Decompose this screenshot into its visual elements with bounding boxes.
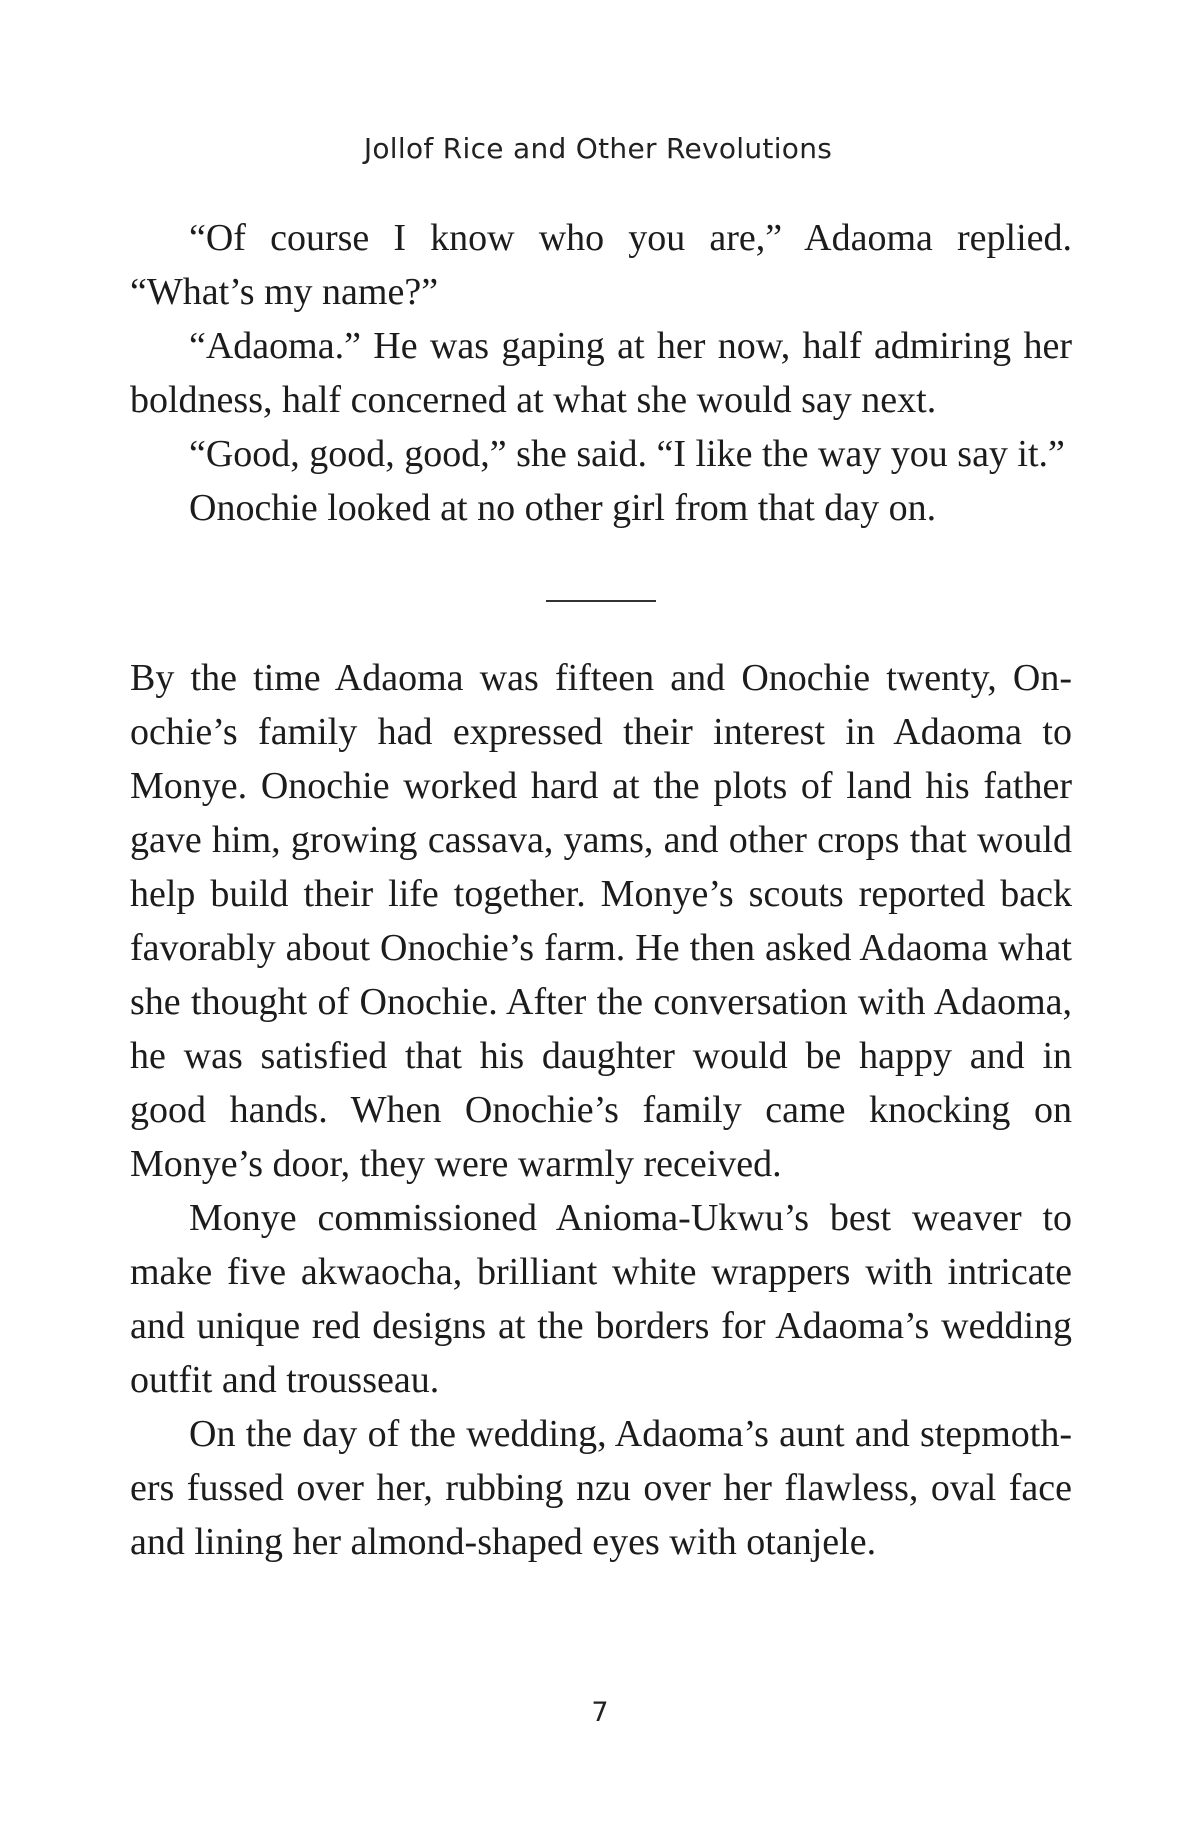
paragraph: Onochie looked at no other girl from that day on. [189, 487, 937, 529]
section-break-rule [546, 600, 656, 602]
page-number: 7 [591, 1697, 609, 1728]
dialogue-section [130, 211, 1072, 535]
narrative-section [130, 651, 1072, 1569]
paragraph: “Good, good, good,” she said. “I like the way you say it.” [189, 433, 1065, 475]
paragraph: On the day of the wedding, Adaoma’s aunt and stepmothers fussed over her, rubbing nzu over her flawless, oval face and lining her almond-shaped eyes with otanjele. [130, 1413, 1072, 1563]
paragraph: “Adaoma.” He was gaping at her now, half admiring her boldness, half concerned at what she would say next. [130, 325, 1072, 421]
paragraph: By the time Adaoma was fifteen and Onochie twenty, Onochie’s family had expressed their interest in Adaoma to Monye. Onochie worked hard at the plots of land his father gave him, growing cassava, yams, and other crops that would help build their life together. Monye’s scouts reported back favorably about Onochie’s farm. He then asked Adaoma what she thought of Onochie. After the conversation with Adaoma, he was satisfied that his daughter would be happy and in good hands. When Onochie’s family came knocking on Monye’s door, they were warmly received. [130, 657, 1072, 1185]
paragraph: Monye commissioned Anioma-Ukwu’s best weaver to make five akwaocha, brilliant white wrappers with intricate and unique red designs at the borders for Adaoma’s wedding outfit and trousseau. [130, 1197, 1072, 1401]
running-head-title: Jollof Rice and Other Revolutions [363, 132, 833, 165]
paragraph: “Of course I know who you are,” Adaoma replied. “What’s my name?” [130, 217, 1072, 313]
